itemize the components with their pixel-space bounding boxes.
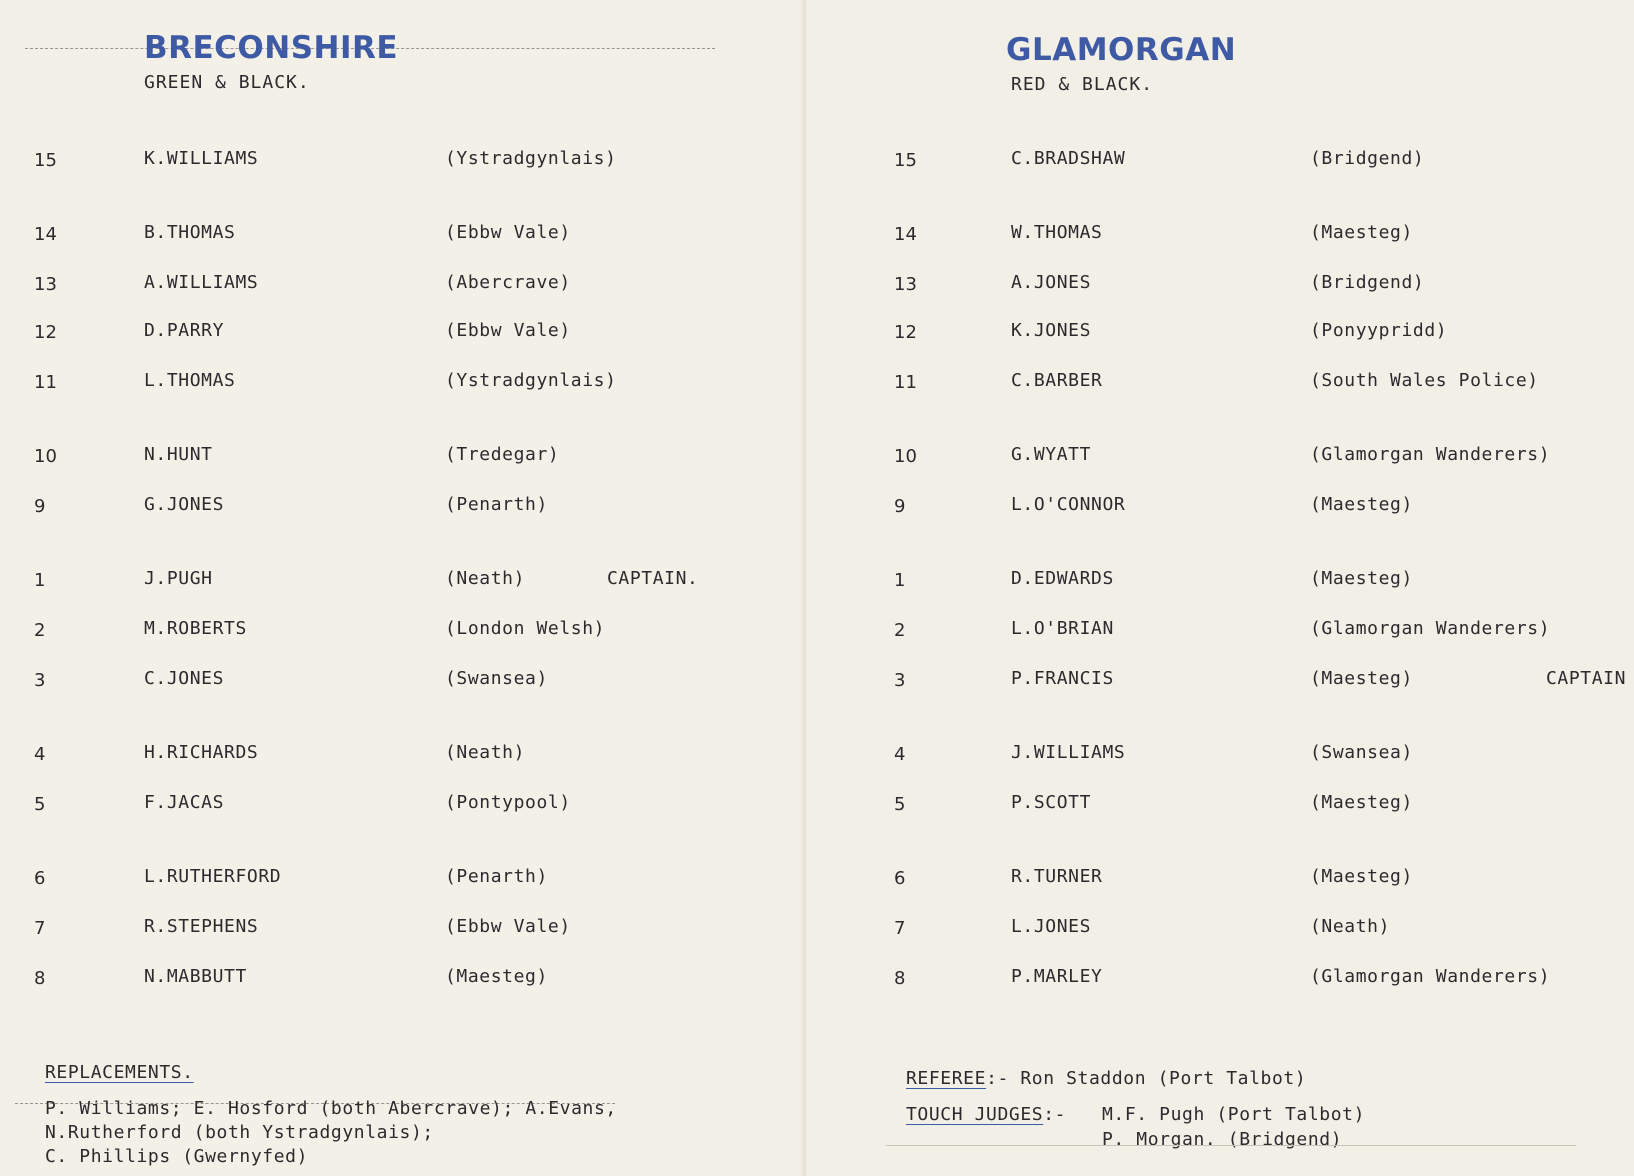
player-club: (Neath) [1310, 916, 1391, 937]
player-club: (Tredegar) [445, 444, 560, 465]
player-number: 8 [894, 968, 906, 989]
player-number: 8 [34, 968, 46, 989]
player-name: K.JONES [1011, 320, 1092, 341]
replacements-line-2: N.Rutherford (both Ystradgynlais); [45, 1122, 434, 1143]
player-number: 6 [894, 868, 906, 889]
player-number: 4 [894, 744, 906, 765]
player-number: 14 [34, 224, 57, 245]
player-name: R.STEPHENS [144, 916, 259, 937]
player-name: L.JONES [1011, 916, 1092, 937]
player-number: 13 [34, 274, 57, 295]
player-club: (Neath) [445, 568, 526, 589]
touch-judge-2: P. Morgan. (Bridgend) [1102, 1129, 1343, 1150]
player-name: L.THOMAS [144, 370, 236, 391]
touch-judges-sep: :- [1043, 1104, 1067, 1125]
player-number: 11 [34, 372, 57, 393]
player-number: 6 [34, 868, 46, 889]
player-name: G.JONES [144, 494, 225, 515]
player-name: F.JACAS [144, 792, 225, 813]
player-number: 10 [894, 446, 917, 467]
player-number: 3 [894, 670, 906, 691]
player-club: (Ystradgynlais) [445, 148, 617, 169]
player-name: J.PUGH [144, 568, 213, 589]
right-page [806, 0, 1634, 1176]
captain-note: CAPTAIN. [607, 568, 699, 589]
player-name: P.MARLEY [1011, 966, 1103, 987]
home-team-name: BRECONSHIRE [144, 30, 399, 66]
player-number: 7 [894, 918, 906, 939]
player-club: (Neath) [445, 742, 526, 763]
player-club: (Maesteg) [1310, 494, 1413, 515]
player-club: (Penarth) [445, 494, 548, 515]
player-number: 10 [34, 446, 57, 467]
player-club: (Maesteg) [1310, 222, 1413, 243]
player-club: (Maesteg) [1310, 668, 1413, 689]
player-name: C.BARBER [1011, 370, 1103, 391]
player-club: (Maesteg) [1310, 792, 1413, 813]
away-team-name: GLAMORGAN [1006, 32, 1237, 68]
player-name: R.TURNER [1011, 866, 1103, 887]
player-name: L.O'BRIAN [1011, 618, 1114, 639]
player-number: 2 [34, 620, 46, 641]
player-number: 2 [894, 620, 906, 641]
replacements-line-1: P. Williams; E. Hosford (both Abercrave); A.Evans, [45, 1098, 617, 1119]
player-number: 9 [34, 496, 46, 517]
referee-value: :- Ron Staddon (Port Talbot) [986, 1068, 1307, 1089]
player-number: 5 [894, 794, 906, 815]
player-name: L.RUTHERFORD [144, 866, 282, 887]
player-name: N.HUNT [144, 444, 213, 465]
player-club: (Bridgend) [1310, 148, 1425, 169]
player-number: 14 [894, 224, 917, 245]
player-name: L.O'CONNOR [1011, 494, 1126, 515]
home-team-colours: GREEN & BLACK. [144, 72, 310, 93]
away-team-colours: RED & BLACK. [1011, 74, 1154, 95]
touch-judges-line [906, 1104, 1066, 1125]
player-club: (Ystradgynlais) [445, 370, 617, 391]
player-club: (Abercrave) [445, 272, 571, 293]
player-club: (Maesteg) [1310, 866, 1413, 887]
player-number: 12 [34, 322, 57, 343]
player-club: (Maesteg) [1310, 568, 1413, 589]
player-number: 15 [34, 150, 57, 171]
player-number: 15 [894, 150, 917, 171]
captain-note: CAPTAIN [1546, 668, 1627, 689]
player-name: P.SCOTT [1011, 792, 1092, 813]
player-club: (South Wales Police) [1310, 370, 1539, 391]
player-club: (Ponyypridd) [1310, 320, 1448, 341]
referee-label: REFEREE [906, 1068, 987, 1089]
replacements-label: REPLACEMENTS. [45, 1062, 194, 1083]
player-number: 3 [34, 670, 46, 691]
player-club: (Bridgend) [1310, 272, 1425, 293]
left-page [0, 0, 806, 1176]
player-name: A.WILLIAMS [144, 272, 259, 293]
player-name: K.WILLIAMS [144, 148, 259, 169]
player-club: (Glamorgan Wanderers) [1310, 966, 1551, 987]
player-number: 5 [34, 794, 46, 815]
player-club: (Maesteg) [445, 966, 548, 987]
player-number: 1 [894, 570, 906, 591]
player-name: D.PARRY [144, 320, 225, 341]
player-club: (London Welsh) [445, 618, 606, 639]
touch-judges-label: TOUCH JUDGES [906, 1104, 1044, 1125]
player-name: C.BRADSHAW [1011, 148, 1126, 169]
player-club: (Ebbw Vale) [445, 320, 571, 341]
player-name: A.JONES [1011, 272, 1092, 293]
player-name: H.RICHARDS [144, 742, 259, 763]
player-club: (Penarth) [445, 866, 548, 887]
player-number: 9 [894, 496, 906, 517]
player-number: 1 [34, 570, 46, 591]
player-name: C.JONES [144, 668, 225, 689]
player-name: W.THOMAS [1011, 222, 1103, 243]
player-club: (Pontypool) [445, 792, 571, 813]
player-name: D.EDWARDS [1011, 568, 1114, 589]
player-club: (Swansea) [1310, 742, 1413, 763]
player-name: G.WYATT [1011, 444, 1092, 465]
player-number: 12 [894, 322, 917, 343]
referee-line [906, 1068, 1306, 1089]
player-number: 7 [34, 918, 46, 939]
player-number: 13 [894, 274, 917, 295]
player-name: B.THOMAS [144, 222, 236, 243]
player-club: (Glamorgan Wanderers) [1310, 618, 1551, 639]
replacements-line-3: C. Phillips (Gwernyfed) [45, 1146, 309, 1167]
player-club: (Ebbw Vale) [445, 916, 571, 937]
player-club: (Ebbw Vale) [445, 222, 571, 243]
bottom-rule [886, 1145, 1576, 1146]
player-name: N.MABBUTT [144, 966, 247, 987]
player-name: J.WILLIAMS [1011, 742, 1126, 763]
player-number: 4 [34, 744, 46, 765]
player-club: (Swansea) [445, 668, 548, 689]
touch-judge-1: M.F. Pugh (Port Talbot) [1102, 1104, 1366, 1125]
player-club: (Glamorgan Wanderers) [1310, 444, 1551, 465]
player-number: 11 [894, 372, 917, 393]
player-name: P.FRANCIS [1011, 668, 1114, 689]
player-name: M.ROBERTS [144, 618, 247, 639]
